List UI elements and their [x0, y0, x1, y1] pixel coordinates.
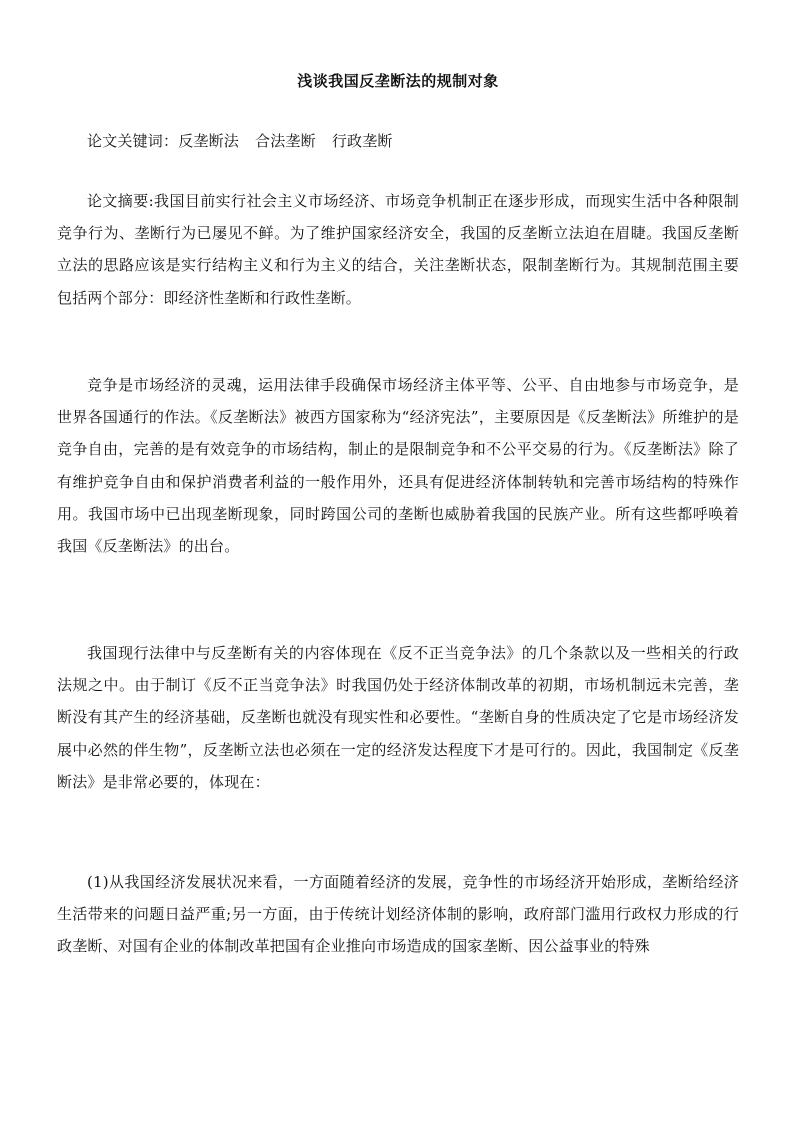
- body-paragraph: 竞争是市场经济的灵魂，运用法律手段确保市场经济主体平等、公平、自由地参与市场竞争，是世界各国通行的作法。《反垄断法》被西方国家称为“经济宪法”，主要原因是《反垄断法》所维护的是竞争自由，完善的是有效竞争的市场结构，制止的是限制竞争和不公平交易的行为。《反垄断法》除了有维护竞争自由和保护消费者利益的一般作用外，还具有促进经济体制转轨和完善市场结构的特殊作用。我国市场中已出现垄断现象，同时跨国公司的垄断也威胁着我国的民族产业。所有这些都呼唤着我国《反垄断法》的出台。: [57, 376, 739, 556]
- keyword-term: 反垄断法: [178, 132, 240, 150]
- keyword-term: 行政垄断: [331, 132, 393, 150]
- abstract-paragraph: [57, 185, 739, 314]
- keyword-term: 合法垄断: [255, 132, 316, 150]
- keywords-label: 论文关键词：: [87, 132, 179, 150]
- keywords-line: [57, 125, 739, 157]
- abstract-text: 我国目前实行社会主义市场经济、市场竞争机制正在逐步形成，而现实生活中各种限制竞争行为、垄断行为已屡见不鲜。为了维护国家经济安全，我国的反垄断立法迫在眉睫。我国反垄断立法的思路应该是实行结构主义和行为主义的结合，关注垄断状态，限制垄断行为。其规制范围主要包括两个部分：即经济性垄断和行政性垄断。: [57, 192, 739, 307]
- document-title: 浅谈我国反垄断法的规制对象: [297, 72, 499, 90]
- abstract-label: 论文摘要:: [87, 192, 154, 210]
- body-paragraph: 我国现行法律中与反垄断有关的内容体现在《反不正当竞争法》的几个条款以及一些相关的行政法规之中。由于制订《反不正当竞争法》时我国仍处于经济体制改革的初期，市场机制远未完善，垄断没有其产生的经济基础，反垄断也就没有现实性和必要性。“垄断自身的性质决定了它是市场经济发展中必然的伴生物”，反垄断立法也必须在一定的经济发达程度下才是可行的。因此，我国制定《反垄断法》是非常必要的，体现在：: [57, 644, 739, 791]
- body-paragraph: (1)从我国经济发展状况来看，一方面随着经济的发展，竞争性的市场经济开始形成，垄断给经济生活带来的问题日益严重;另一方面，由于传统计划经济体制的影响，政府部门滥用行政权力形成的行政垄断、对国有企业的体制改革把国有企业推向市场造成的国家垄断、因公益事业的特殊: [57, 873, 739, 956]
